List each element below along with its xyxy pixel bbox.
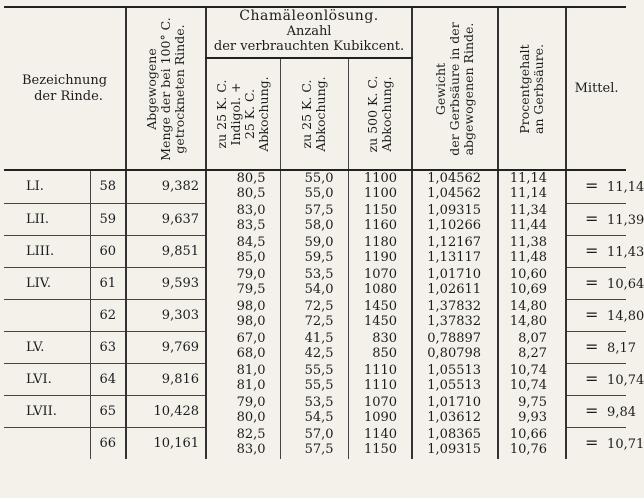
cell-indigo-volume: 67,0 [206,331,280,346]
cell-abkochung-500: 1100 [348,170,412,186]
header-sub2-text: zu 25 K. C. Abkochung. [299,76,329,152]
row-label [4,427,90,459]
cell-procent: 8,07 [498,331,566,346]
cell-abkochung-25: 57,0 [280,427,348,442]
cell-mittel [566,299,644,331]
cell-gerbsaeure-gewicht: 1,02611 [412,282,498,299]
cell-procent: 11,14 [498,170,566,186]
cell-procent: 11,14 [498,186,566,203]
row-number: 61 [90,267,126,299]
table-row [4,299,626,314]
cell-abkochung-500: 1070 [348,267,412,282]
cell-abkochung-500: 1080 [348,282,412,299]
mittel-value: 11,39 [607,212,644,228]
row-menge: 9,303 [126,299,206,331]
cell-abkochung-25: 53,5 [280,267,348,282]
cell-procent: 9,75 [498,395,566,410]
mittel-value: 10,64 [607,276,644,292]
header-sub1 [206,58,280,170]
cell-abkochung-25: 59,5 [280,250,348,267]
equals-sign: = [585,208,599,228]
cell-procent: 10,74 [498,363,566,378]
row-menge: 9,593 [126,267,206,299]
cell-abkochung-25: 41,5 [280,331,348,346]
mittel-value: 11,14 [607,180,644,196]
cell-abkochung-25: 58,0 [280,218,348,235]
cell-indigo-volume: 80,5 [206,186,280,203]
row-number: 58 [90,170,126,203]
equals-sign: = [585,432,599,452]
cell-abkochung-25: 72,5 [280,299,348,314]
header-sub3-text: zu 500 K. C. Abkochung. [364,75,394,153]
header-chamaeleon [206,7,412,58]
row-menge: 9,816 [126,363,206,395]
cell-gerbsaeure-gewicht: 0,80798 [412,346,498,363]
cell-indigo-volume: 79,0 [206,395,280,410]
cell-procent: 10,60 [498,267,566,282]
row-number: 60 [90,235,126,267]
equals-sign: = [585,240,599,260]
cell-mittel [566,331,636,363]
cell-gerbsaeure-gewicht: 1,01710 [412,395,498,410]
header-gewicht [412,7,498,170]
cell-abkochung-25: 54,0 [280,282,348,299]
mittel-value: 14,80 [607,308,644,324]
mittel-value: 10,71 [607,436,644,452]
cell-abkochung-25: 59,0 [280,235,348,250]
cell-mittel [566,363,644,395]
cell-indigo-volume: 80,5 [206,170,280,186]
header-procent-text: Procentgehalt an Gerbsäure. [517,43,547,134]
table-body [4,170,644,459]
cell-abkochung-25: 57,5 [280,203,348,218]
cell-indigo-volume: 68,0 [206,346,280,363]
table-row [4,427,626,442]
cell-abkochung-500: 1070 [348,395,412,410]
cell-gerbsaeure-gewicht: 1,37832 [412,314,498,331]
header-sub2 [280,58,348,170]
header-sub3 [348,58,412,170]
row-label: LIII. [4,235,90,267]
header-chamaeleon-title: Chamäleonlösung. [239,8,379,24]
cell-gerbsaeure-gewicht: 0,78897 [412,331,498,346]
row-label: LIV. [4,267,90,299]
cell-indigo-volume: 84,5 [206,235,280,250]
cell-abkochung-500: 1110 [348,363,412,378]
header-mittel-text: Mittel. [574,80,619,96]
header-procent [498,7,566,170]
cell-procent: 10,76 [498,442,566,459]
header-menge [126,7,206,170]
row-menge: 9,637 [126,203,206,235]
cell-procent: 11,34 [498,203,566,218]
cell-indigo-volume: 98,0 [206,299,280,314]
cell-abkochung-500: 1450 [348,299,412,314]
cell-procent: 11,38 [498,235,566,250]
table-row [4,170,626,186]
cell-procent: 10,69 [498,282,566,299]
header-bezeichnung-line2: der Rinde. [34,88,103,104]
mittel-value: 9,84 [607,404,636,420]
row-number: 59 [90,203,126,235]
cell-mittel [566,170,644,203]
cell-abkochung-500: 1090 [348,410,412,427]
header-gewicht-text: Gewicht der Gerbsäure in der abgewogenen Rinde. [433,21,477,156]
table-row [4,203,626,218]
cell-abkochung-25: 53,5 [280,395,348,410]
cell-indigo-volume: 81,0 [206,378,280,395]
cell-mittel [566,203,644,235]
row-label [4,299,90,331]
mittel-value: 8,17 [607,340,636,356]
cell-gerbsaeure-gewicht: 1,37832 [412,299,498,314]
cell-abkochung-500: 1110 [348,378,412,395]
equals-sign: = [585,400,599,420]
table-row [4,395,626,410]
cell-abkochung-25: 55,5 [280,363,348,378]
table-row [4,235,626,250]
table-row [4,331,626,346]
table-row [4,363,626,378]
cell-abkochung-500: 1150 [348,203,412,218]
cell-indigo-volume: 79,0 [206,267,280,282]
cell-abkochung-500: 1450 [348,314,412,331]
row-label: LV. [4,331,90,363]
cell-procent: 8,27 [498,346,566,363]
cell-mittel [566,395,636,427]
cell-abkochung-500: 830 [348,331,412,346]
cell-procent: 9,93 [498,410,566,427]
header-verbrauchten: der verbrauchten Kubikcent. [213,39,405,54]
cell-gerbsaeure-gewicht: 1,09315 [412,442,498,459]
row-menge: 9,769 [126,331,206,363]
header-anzahl: Anzahl [286,24,332,39]
cell-abkochung-500: 1190 [348,250,412,267]
cell-indigo-volume: 79,5 [206,282,280,299]
mittel-value: 10,74 [607,372,644,388]
cell-procent: 10,74 [498,378,566,395]
tannin-table [4,6,644,459]
header-bezeichnung-line1: Bezeichnung [21,72,108,88]
cell-abkochung-500: 1150 [348,442,412,459]
cell-gerbsaeure-gewicht: 1,13117 [412,250,498,267]
equals-sign: = [585,304,599,324]
row-number: 64 [90,363,126,395]
row-menge: 9,382 [126,170,206,203]
equals-sign: = [585,176,599,196]
cell-gerbsaeure-gewicht: 1,04562 [412,186,498,203]
cell-gerbsaeure-gewicht: 1,03612 [412,410,498,427]
row-menge: 10,428 [126,395,206,427]
cell-mittel [566,235,644,267]
header-mittel [566,7,626,170]
cell-abkochung-500: 850 [348,346,412,363]
equals-sign: = [585,272,599,292]
row-label: LVI. [4,363,90,395]
header-menge-text: Abgewogene Menge der bei 100° C. getrockneten Rinde. [144,16,188,161]
cell-indigo-volume: 98,0 [206,314,280,331]
cell-abkochung-500: 1100 [348,186,412,203]
row-number: 62 [90,299,126,331]
cell-abkochung-25: 72,5 [280,314,348,331]
header-bezeichnung [4,7,126,170]
cell-abkochung-500: 1160 [348,218,412,235]
row-label: LVII. [4,395,90,427]
cell-procent: 11,44 [498,218,566,235]
cell-procent: 14,80 [498,299,566,314]
row-label: LII. [4,203,90,235]
cell-abkochung-25: 57,5 [280,442,348,459]
cell-abkochung-25: 54,5 [280,410,348,427]
row-menge: 9,851 [126,235,206,267]
cell-indigo-volume: 82,5 [206,427,280,442]
cell-gerbsaeure-gewicht: 1,04562 [412,170,498,186]
table-row [4,267,626,282]
cell-gerbsaeure-gewicht: 1,05513 [412,363,498,378]
cell-gerbsaeure-gewicht: 1,09315 [412,203,498,218]
cell-abkochung-25: 55,5 [280,378,348,395]
cell-mittel [566,427,644,459]
cell-abkochung-25: 42,5 [280,346,348,363]
cell-gerbsaeure-gewicht: 1,05513 [412,378,498,395]
cell-indigo-volume: 85,0 [206,250,280,267]
mittel-value: 11,43 [607,244,644,260]
row-menge: 10,161 [126,427,206,459]
equals-sign: = [585,368,599,388]
cell-indigo-volume: 83,5 [206,218,280,235]
row-number: 63 [90,331,126,363]
cell-gerbsaeure-gewicht: 1,12167 [412,235,498,250]
header-sub1-text: zu 25 K. C. Indigol. + 25 K. C. Abkochung. [214,76,272,152]
cell-procent: 11,48 [498,250,566,267]
cell-indigo-volume: 83,0 [206,203,280,218]
row-number: 65 [90,395,126,427]
cell-procent: 14,80 [498,314,566,331]
cell-indigo-volume: 81,0 [206,363,280,378]
equals-sign: = [585,336,599,356]
cell-abkochung-25: 55,0 [280,170,348,186]
cell-gerbsaeure-gewicht: 1,08365 [412,427,498,442]
cell-abkochung-500: 1180 [348,235,412,250]
cell-gerbsaeure-gewicht: 1,01710 [412,267,498,282]
row-label: LI. [26,179,44,195]
cell-procent: 10,66 [498,427,566,442]
cell-abkochung-25: 55,0 [280,186,348,203]
cell-abkochung-500: 1140 [348,427,412,442]
cell-mittel [566,267,644,299]
cell-indigo-volume: 83,0 [206,442,280,459]
cell-gerbsaeure-gewicht: 1,10266 [412,218,498,235]
row-number: 66 [90,427,126,459]
cell-indigo-volume: 80,0 [206,410,280,427]
